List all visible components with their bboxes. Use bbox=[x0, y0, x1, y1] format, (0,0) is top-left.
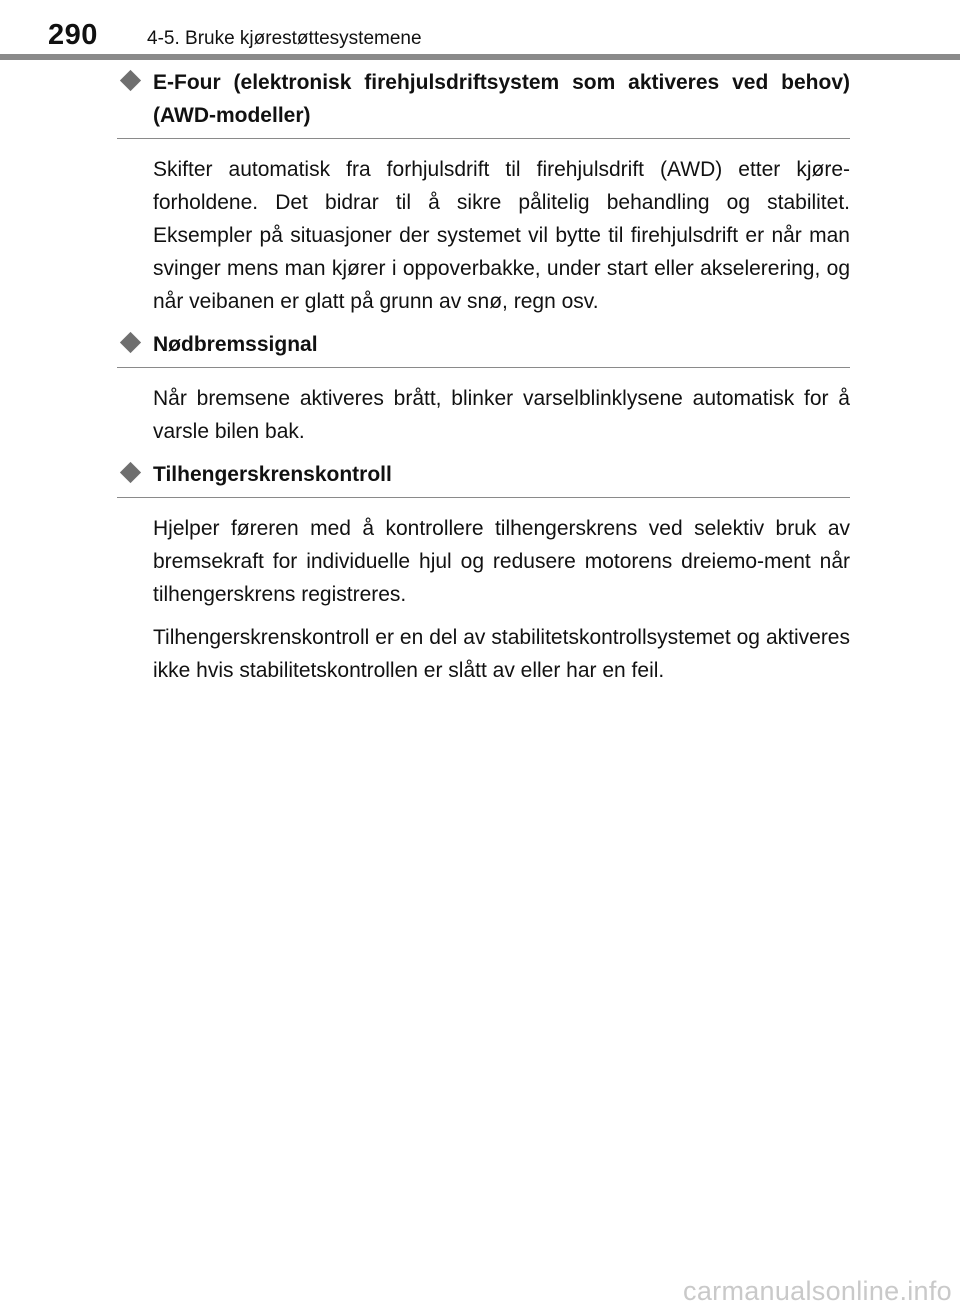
section-nodbremssignal bbox=[117, 328, 850, 448]
section-tilhengerskrenskontroll bbox=[117, 458, 850, 687]
paragraph: Hjelper føreren med å kontrollere tilhengerskrens ved selektiv bruk av bremsekraft for individuelle hjul og redusere motorens dreiemo-ment når tilhengerskrens registreres. bbox=[153, 517, 850, 606]
section-heading-text: E-Four (elektronisk firehjulsdriftsystem som aktiveres ved behov) (AWD-modeller) bbox=[153, 71, 850, 127]
paragraph: Skifter automatisk fra forhjulsdrift til firehjulsdrift (AWD) etter kjøre-forholdene. Det bidrar til å sikre pålitelig behandling og stabilitet. Eksempler på situasjoner der systemet vil bytte til firehjulsdrift er når man svinger mens man kjører i oppoverbakke, under start eller akselerering, og når veibanen er glatt på grunn av snø, regn osv. bbox=[153, 158, 850, 313]
page-number: 290 bbox=[48, 19, 98, 51]
section-heading bbox=[117, 66, 850, 139]
section-heading bbox=[117, 328, 850, 368]
watermark: carmanualsonline.info bbox=[683, 1276, 952, 1306]
paragraph: Når bremsene aktiveres brått, blinker varselblinklysene automatisk for å varsle bilen bak. bbox=[153, 387, 850, 443]
section-body bbox=[117, 368, 850, 448]
section-heading-text: Tilhengerskrenskontroll bbox=[153, 463, 392, 486]
diamond-bullet-icon bbox=[120, 462, 141, 483]
section-heading-text: Nødbremssignal bbox=[153, 333, 318, 356]
page-content bbox=[117, 66, 850, 697]
header-rule bbox=[0, 54, 960, 60]
section-body bbox=[117, 139, 850, 318]
section-e-four bbox=[117, 66, 850, 318]
section-heading bbox=[117, 458, 850, 498]
chapter-title: 4-5. Bruke kjørestøttesystemene bbox=[147, 28, 422, 49]
diamond-bullet-icon bbox=[120, 70, 141, 91]
page-header bbox=[0, 0, 960, 62]
paragraph: Tilhengerskrenskontroll er en del av stabilitetskontrollsystemet og aktiveres ikke hvis stabilitetskontrollen er slått av eller har en feil. bbox=[153, 626, 850, 682]
diamond-bullet-icon bbox=[120, 332, 141, 353]
section-body bbox=[117, 498, 850, 687]
